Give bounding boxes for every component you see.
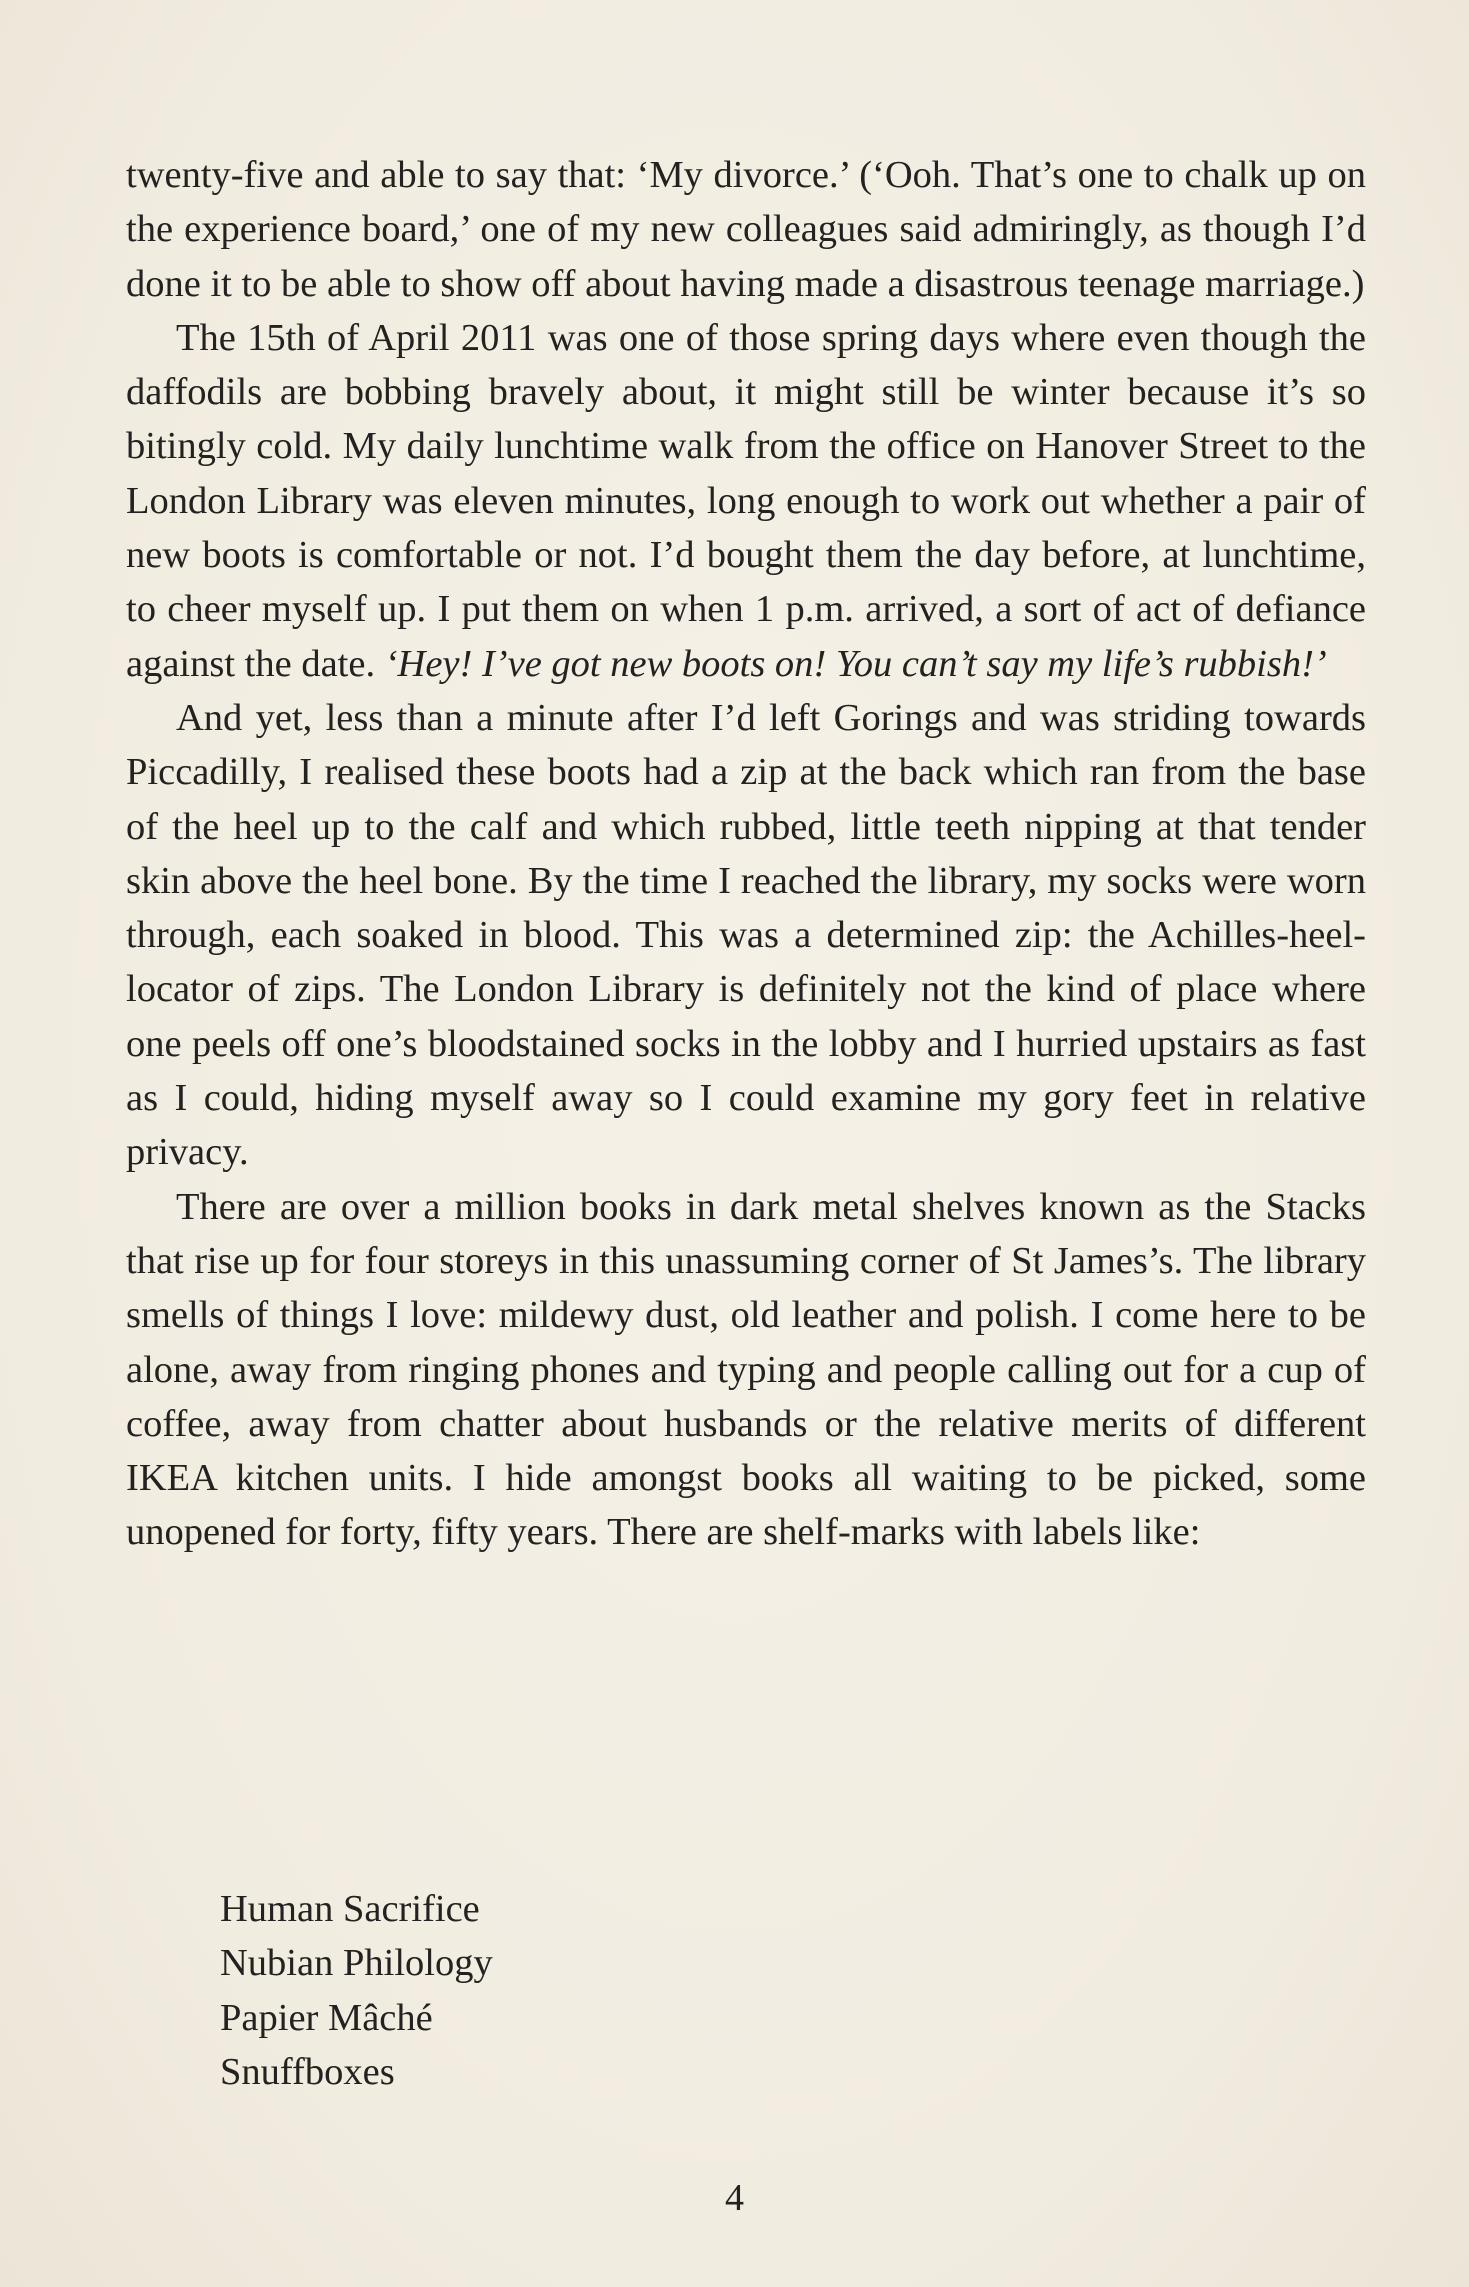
- list-item: Nubian Philology: [220, 1942, 493, 1985]
- paragraph-3: And yet, less than a minute after I’d left Gorings and was striding towards Piccadilly, I realised these boots had a zip at the back which ran from the base of the heel up to the calf and which rubbed, little teeth nipping at that tender skin above the heel bone. By the time I reached the library, my socks were worn through, each soaked in blood. This was a determined zip: the Achilles-heel-locator of zips. The London Library is definitely not the kind of place where one peels off one’s bloodstained socks in the lobby and I hurried upstairs as fast as I could, hiding myself away so I could examine my gory feet in relative privacy.: [126, 696, 1366, 1174]
- paragraph-2: [126, 311, 1366, 691]
- list-item: Human Sacrifice: [220, 1888, 480, 1930]
- body-text: [126, 148, 1366, 1560]
- paragraph-1: twenty-five and able to say that: ‘My divorce.’ (‘Ooh. That’s one to chalk up on the experience board,’ one of my new colleagues said admiringly, as though I’d done it to be able to show off about having made a disastrous teenage marriage.): [126, 154, 1366, 305]
- paragraph-2-text: The 15th of April 2011 was one of those spring days where even though the daffodils are bobbing bravely about, it might still be winter because it’s so bitingly cold. My daily lunchtime walk from the office on Hanover Street to the London Library was eleven minutes, long enough to work out whether a pair of new boots is comfortable or not. I’d bought them the day before, at lunchtime, to cheer myself up. I put them on when 1 p.m. arrived, a sort of act of defiance against the date.: [126, 316, 1366, 685]
- list-item: Papier Mâché: [220, 1996, 433, 2039]
- paragraph-2-italic-quote: ‘Hey! I’ve got new boots on! You can’t say my life’s rubbish!’: [384, 642, 1327, 685]
- list-item: Snuffboxes: [220, 2050, 395, 2093]
- page-number: 4: [725, 2177, 744, 2219]
- shelf-mark-list: [220, 1882, 493, 2099]
- paragraph-4: There are over a million books in dark metal shelves known as the Stacks that rise up for four storeys in this unassuming corner of St James’s. The library smells of things I love: mildewy dust, old leather and polish. I come here to be alone, away from ringing phones and typing and people calling out for a cup of coffee, away from chatter about husbands or the relative merits of different IKEA kitchen units. I hide amongst books all waiting to be picked, some unopened for forty, fifty years. There are shelf-marks with labels like:: [126, 1185, 1366, 1554]
